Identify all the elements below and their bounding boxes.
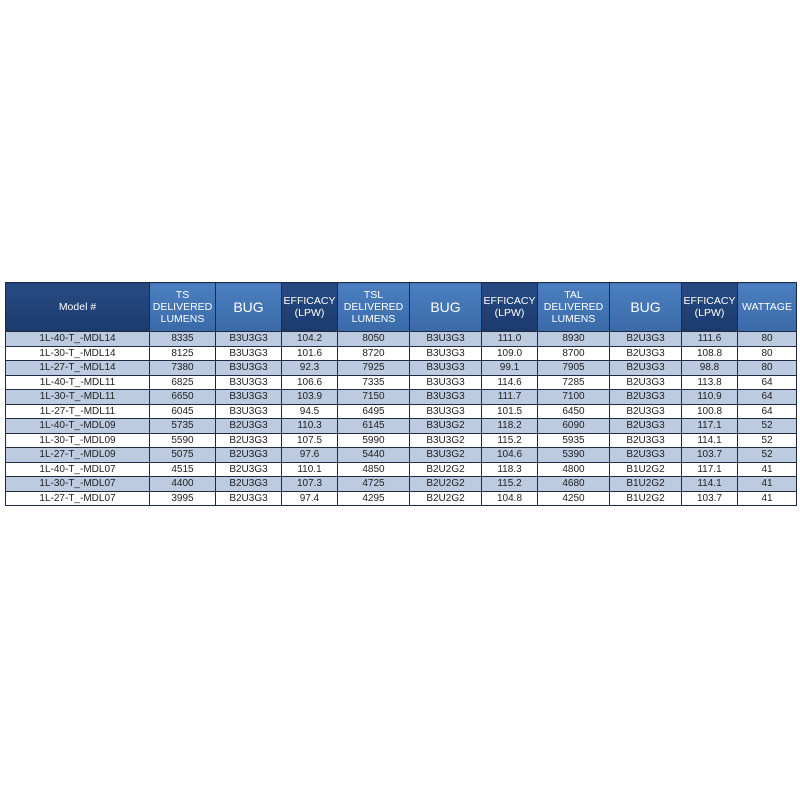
cell-tal-bug: B1U2G2 — [610, 491, 682, 506]
cell-wattage: 80 — [738, 332, 797, 347]
header-tsl-bug: BUG — [410, 283, 482, 332]
cell-tal-bug: B2U3G3 — [610, 346, 682, 361]
cell-tsl-lumens: 5990 — [338, 433, 410, 448]
table-row — [6, 462, 797, 477]
cell-tsl-efficacy: 104.6 — [482, 448, 538, 463]
cell-tsl-bug: B3U3G3 — [410, 390, 482, 405]
cell-model: 1L-27-T_-MDL11 — [6, 404, 150, 419]
cell-model: 1L-30-T_-MDL11 — [6, 390, 150, 405]
cell-tsl-efficacy: 118.2 — [482, 419, 538, 434]
cell-ts-efficacy: 110.3 — [282, 419, 338, 434]
cell-ts-efficacy: 103.9 — [282, 390, 338, 405]
cell-wattage: 41 — [738, 491, 797, 506]
cell-tal-efficacy: 113.8 — [682, 375, 738, 390]
cell-tsl-bug: B2U2G2 — [410, 491, 482, 506]
cell-tsl-lumens: 7335 — [338, 375, 410, 390]
cell-tsl-efficacy: 115.2 — [482, 433, 538, 448]
table-row — [6, 491, 797, 506]
cell-ts-efficacy: 104.2 — [282, 332, 338, 347]
cell-model: 1L-40-T_-MDL14 — [6, 332, 150, 347]
cell-ts-lumens: 6045 — [150, 404, 216, 419]
cell-tsl-lumens: 6145 — [338, 419, 410, 434]
cell-tal-efficacy: 103.7 — [682, 491, 738, 506]
cell-tsl-bug: B3U3G2 — [410, 419, 482, 434]
cell-tal-lumens: 4680 — [538, 477, 610, 492]
cell-model: 1L-40-T_-MDL11 — [6, 375, 150, 390]
cell-tsl-bug: B3U3G3 — [410, 375, 482, 390]
header-ts-efficacy: EFFICACY (LPW) — [282, 283, 338, 332]
cell-tsl-lumens: 6495 — [338, 404, 410, 419]
cell-ts-efficacy: 97.6 — [282, 448, 338, 463]
cell-ts-efficacy: 106.6 — [282, 375, 338, 390]
cell-ts-bug: B3U3G3 — [216, 361, 282, 376]
header-tal-bug: BUG — [610, 283, 682, 332]
cell-ts-bug: B3U3G3 — [216, 390, 282, 405]
cell-tal-efficacy: 110.9 — [682, 390, 738, 405]
cell-tsl-efficacy: 114.6 — [482, 375, 538, 390]
cell-tsl-efficacy: 104.8 — [482, 491, 538, 506]
cell-tsl-bug: B3U3G3 — [410, 361, 482, 376]
cell-ts-lumens: 4515 — [150, 462, 216, 477]
cell-tal-efficacy: 100.8 — [682, 404, 738, 419]
table-row — [6, 361, 797, 376]
cell-model: 1L-27-T_-MDL09 — [6, 448, 150, 463]
cell-tsl-lumens: 7925 — [338, 361, 410, 376]
specification-table — [5, 282, 797, 506]
cell-ts-bug: B3U3G3 — [216, 332, 282, 347]
table-body — [6, 332, 797, 506]
cell-tal-bug: B2U3G3 — [610, 419, 682, 434]
cell-tsl-efficacy: 111.0 — [482, 332, 538, 347]
cell-tal-lumens: 4800 — [538, 462, 610, 477]
cell-model: 1L-27-T_-MDL07 — [6, 491, 150, 506]
table-row — [6, 332, 797, 347]
table-row — [6, 419, 797, 434]
cell-tal-efficacy: 108.8 — [682, 346, 738, 361]
cell-tal-efficacy: 117.1 — [682, 462, 738, 477]
cell-tsl-efficacy: 111.7 — [482, 390, 538, 405]
cell-wattage: 80 — [738, 346, 797, 361]
cell-tsl-lumens: 8050 — [338, 332, 410, 347]
cell-wattage: 52 — [738, 448, 797, 463]
cell-wattage: 64 — [738, 390, 797, 405]
cell-tsl-lumens: 4295 — [338, 491, 410, 506]
cell-tal-lumens: 8930 — [538, 332, 610, 347]
cell-tsl-efficacy: 109.0 — [482, 346, 538, 361]
cell-ts-lumens: 6825 — [150, 375, 216, 390]
cell-tsl-lumens: 4850 — [338, 462, 410, 477]
header-model: Model # — [6, 283, 150, 332]
cell-tal-lumens: 5935 — [538, 433, 610, 448]
cell-ts-bug: B3U3G3 — [216, 375, 282, 390]
cell-ts-lumens: 5590 — [150, 433, 216, 448]
cell-model: 1L-40-T_-MDL07 — [6, 462, 150, 477]
cell-tsl-efficacy: 118.3 — [482, 462, 538, 477]
cell-tal-lumens: 8700 — [538, 346, 610, 361]
cell-model: 1L-30-T_-MDL09 — [6, 433, 150, 448]
cell-ts-lumens: 7380 — [150, 361, 216, 376]
cell-tal-lumens: 7905 — [538, 361, 610, 376]
cell-model: 1L-40-T_-MDL09 — [6, 419, 150, 434]
cell-tsl-efficacy: 115.2 — [482, 477, 538, 492]
table-row — [6, 433, 797, 448]
cell-ts-efficacy: 101.6 — [282, 346, 338, 361]
cell-tsl-bug: B3U3G2 — [410, 433, 482, 448]
cell-ts-efficacy: 97.4 — [282, 491, 338, 506]
cell-wattage: 41 — [738, 477, 797, 492]
table-row — [6, 375, 797, 390]
cell-wattage: 52 — [738, 419, 797, 434]
cell-ts-lumens: 8125 — [150, 346, 216, 361]
cell-wattage: 41 — [738, 462, 797, 477]
cell-ts-lumens: 8335 — [150, 332, 216, 347]
cell-tal-efficacy: 98.8 — [682, 361, 738, 376]
table-row — [6, 346, 797, 361]
cell-ts-efficacy: 107.3 — [282, 477, 338, 492]
cell-tal-bug: B2U3G3 — [610, 404, 682, 419]
cell-ts-lumens: 5735 — [150, 419, 216, 434]
cell-ts-bug: B2U3G3 — [216, 448, 282, 463]
table-row — [6, 390, 797, 405]
cell-ts-lumens: 5075 — [150, 448, 216, 463]
cell-tal-bug: B2U3G3 — [610, 375, 682, 390]
header-tsl-efficacy: EFFICACY (LPW) — [482, 283, 538, 332]
cell-ts-bug: B2U3G3 — [216, 433, 282, 448]
cell-model: 1L-30-T_-MDL07 — [6, 477, 150, 492]
cell-tsl-bug: B2U2G2 — [410, 462, 482, 477]
cell-tal-lumens: 5390 — [538, 448, 610, 463]
cell-tsl-lumens: 4725 — [338, 477, 410, 492]
cell-tsl-bug: B3U3G3 — [410, 404, 482, 419]
cell-tsl-lumens: 8720 — [338, 346, 410, 361]
header-ts-lumens: TS DELIVERED LUMENS — [150, 283, 216, 332]
table-row — [6, 448, 797, 463]
cell-model: 1L-27-T_-MDL14 — [6, 361, 150, 376]
cell-ts-efficacy: 107.5 — [282, 433, 338, 448]
cell-tal-bug: B1U2G2 — [610, 462, 682, 477]
cell-tal-efficacy: 114.1 — [682, 477, 738, 492]
cell-ts-efficacy: 92.3 — [282, 361, 338, 376]
cell-tsl-bug: B3U3G3 — [410, 346, 482, 361]
header-row — [6, 283, 797, 332]
cell-wattage: 64 — [738, 404, 797, 419]
cell-ts-lumens: 6650 — [150, 390, 216, 405]
header-tsl-lumens: TSL DELIVERED LUMENS — [338, 283, 410, 332]
cell-ts-lumens: 4400 — [150, 477, 216, 492]
cell-tal-efficacy: 111.6 — [682, 332, 738, 347]
cell-tsl-bug: B3U3G2 — [410, 448, 482, 463]
cell-tal-efficacy: 114.1 — [682, 433, 738, 448]
cell-wattage: 64 — [738, 375, 797, 390]
cell-tal-bug: B2U3G3 — [610, 390, 682, 405]
cell-tal-bug: B2U3G3 — [610, 448, 682, 463]
cell-ts-bug: B3U3G3 — [216, 346, 282, 361]
cell-wattage: 80 — [738, 361, 797, 376]
cell-tal-bug: B2U3G3 — [610, 433, 682, 448]
cell-tal-lumens: 4250 — [538, 491, 610, 506]
cell-tsl-lumens: 5440 — [338, 448, 410, 463]
header-tal-lumens: TAL DELIVERED LUMENS — [538, 283, 610, 332]
cell-ts-bug: B3U3G3 — [216, 404, 282, 419]
cell-ts-bug: B2U3G3 — [216, 419, 282, 434]
cell-ts-bug: B2U3G3 — [216, 491, 282, 506]
cell-ts-efficacy: 94.5 — [282, 404, 338, 419]
cell-wattage: 52 — [738, 433, 797, 448]
cell-tal-bug: B2U3G3 — [610, 332, 682, 347]
cell-tsl-efficacy: 99.1 — [482, 361, 538, 376]
cell-ts-bug: B2U3G3 — [216, 462, 282, 477]
table-row — [6, 404, 797, 419]
cell-tsl-bug: B2U2G2 — [410, 477, 482, 492]
cell-tsl-efficacy: 101.5 — [482, 404, 538, 419]
header-tal-efficacy: EFFICACY (LPW) — [682, 283, 738, 332]
cell-tal-efficacy: 117.1 — [682, 419, 738, 434]
cell-ts-bug: B2U3G3 — [216, 477, 282, 492]
table-row — [6, 477, 797, 492]
cell-model: 1L-30-T_-MDL14 — [6, 346, 150, 361]
cell-ts-lumens: 3995 — [150, 491, 216, 506]
cell-tal-lumens: 6090 — [538, 419, 610, 434]
cell-tal-efficacy: 103.7 — [682, 448, 738, 463]
cell-tal-lumens: 6450 — [538, 404, 610, 419]
header-wattage: WATTAGE — [738, 283, 797, 332]
cell-tal-bug: B1U2G2 — [610, 477, 682, 492]
cell-tsl-bug: B3U3G3 — [410, 332, 482, 347]
cell-tsl-lumens: 7150 — [338, 390, 410, 405]
cell-tal-lumens: 7285 — [538, 375, 610, 390]
cell-tal-bug: B2U3G3 — [610, 361, 682, 376]
cell-ts-efficacy: 110.1 — [282, 462, 338, 477]
cell-tal-lumens: 7100 — [538, 390, 610, 405]
header-ts-bug: BUG — [216, 283, 282, 332]
